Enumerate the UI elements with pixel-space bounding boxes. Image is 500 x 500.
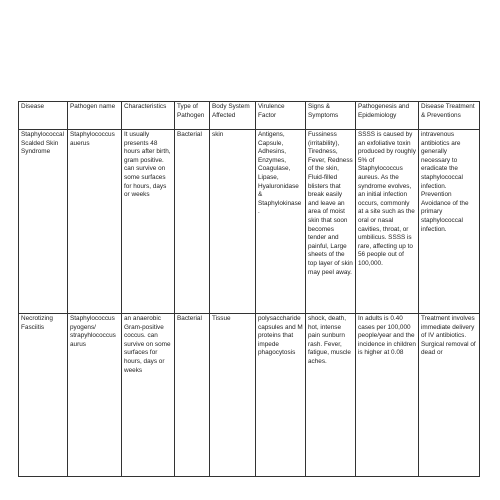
header-disease: Disease (19, 102, 68, 130)
cell-virulence-factor: polysaccharide capsules and M proteins that impede phagocytosis (256, 314, 306, 477)
header-row (19, 102, 480, 130)
cell-type-of-pathogen: Bacterial (175, 130, 210, 314)
cell-body-system: Tissue (210, 314, 256, 477)
cell-pathogenesis: SSSS is caused by an exfoliative toxin produced by roughly 5% of Staphylococcus aureus. As the syndrome evolves, an initial infection occurs, commonly at a site such as the oral or nasal cavities, throat, or umbilicus. SSSS is rare, affecting up to 56 people out of 100,000. (356, 130, 419, 314)
cell-signs-symptoms: shock, death, hot, intense pain sunburn rash. Fever, fatigue, muscle aches. (306, 314, 356, 477)
header-pathogen-name: Pathogen name (68, 102, 122, 130)
cell-characteristics: an anaerobic Gram-positive coccus. can survive on some surfaces for hours, days or weeks (122, 314, 175, 477)
cell-virulence-factor: Antigens, Capsule, Adhesins, Enzymes, Coagulase, Lipase, Hyaluronidase & Staphylokinase. (256, 130, 306, 314)
cell-treatment: intravenous antibiotics are generally necessary to eradicate the staphylococcal infection. Prevention Avoidance of the primary staphylococcal infection. (419, 130, 480, 314)
header-type-of-pathogen: Type of Pathogen (175, 102, 210, 130)
cell-pathogen-name: Staphylococcus pyogens/ strapyhlococcus aurus (68, 314, 122, 477)
cell-pathogenesis: In adults is 0.40 cases per 100,000 people/year and the incidence in children is higher at 0.08 (356, 314, 419, 477)
disease-table (18, 101, 480, 477)
cell-treatment: Treatment involves immediate delivery of IV antibiotics. Surgical removal of dead or (419, 314, 480, 477)
table-row (19, 130, 480, 314)
cell-disease: Necrotizing Fasciitis (19, 314, 68, 477)
cell-disease: Staphylococcal Scalded Skin Syndrome (19, 130, 68, 314)
header-treatment: Disease Treatment & Preventions (419, 102, 480, 130)
header-signs-symptoms: Signs & Symptoms (306, 102, 356, 130)
cell-signs-symptoms: Fussiness (irritability), Tiredness, Fever, Redness of the skin, Fluid-filled blisters that break easily and leave an area of moist skin that soon becomes tender and painful, Large sheets of the top layer of skin may peel away. (306, 130, 356, 314)
header-pathogenesis: Pathogenesis and Epidemiology (356, 102, 419, 130)
cell-characteristics: It usually presents 48 hours after birth, gram positive. can survive on some surfaces for hours, days or weeks (122, 130, 175, 314)
table-row (19, 314, 480, 477)
header-body-system: Body System Affected (210, 102, 256, 130)
cell-pathogen-name: Staphylococcus auerus (68, 130, 122, 314)
header-characteristics: Characteristics (122, 102, 175, 130)
cell-body-system: skin (210, 130, 256, 314)
header-virulence-factor: Virulence Factor (256, 102, 306, 130)
cell-type-of-pathogen: Bacterial (175, 314, 210, 477)
